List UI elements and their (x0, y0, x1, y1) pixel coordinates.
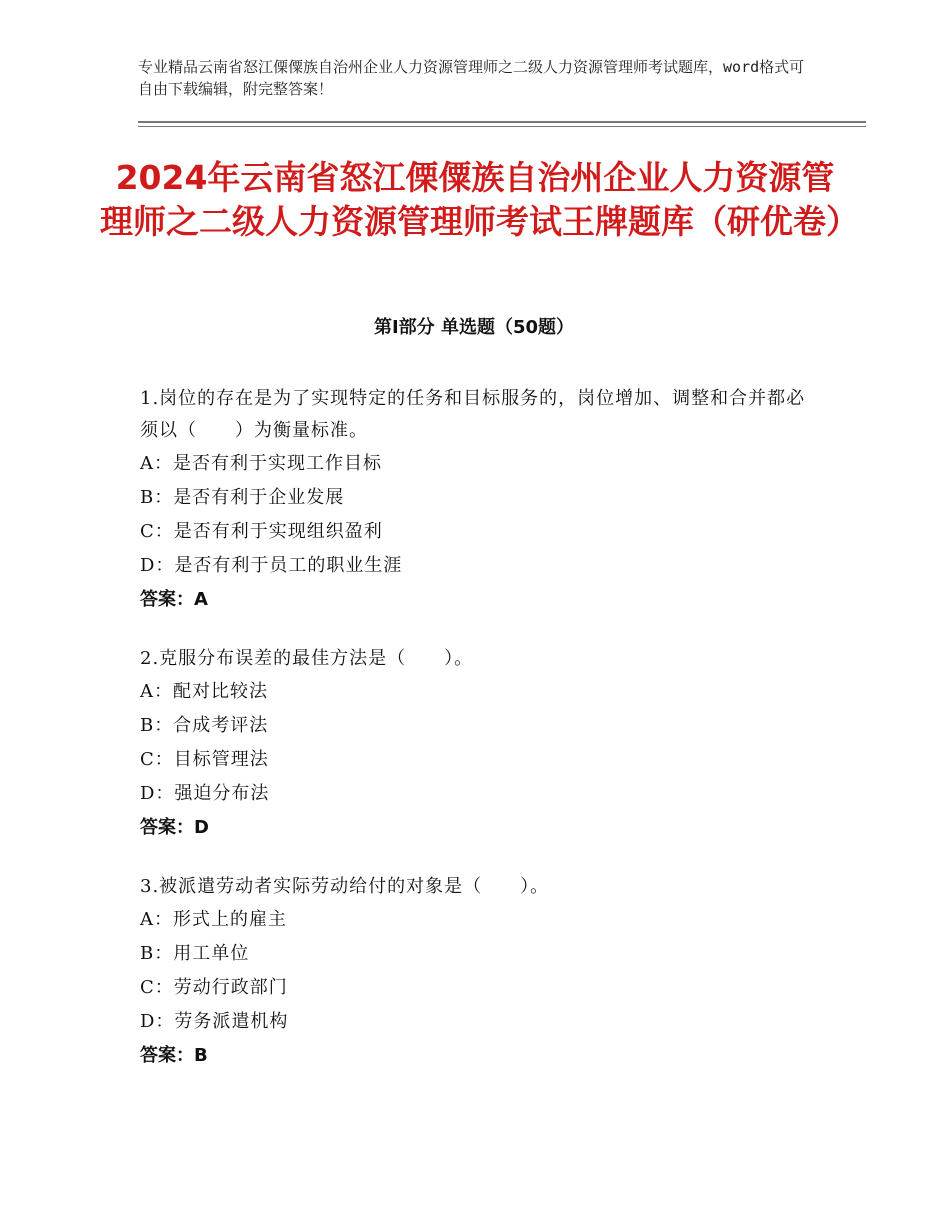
document-title: 2024年云南省怒江傈僳族自治州企业人力资源管理师之二级人力资源管理师考试王牌题库（研优卷） (100, 158, 859, 241)
header-rule-thin (138, 126, 866, 127)
question-1 (140, 383, 810, 617)
section-heading: 第Ⅰ部分 单选题（50题） (373, 317, 574, 338)
answer: 答案：D (140, 817, 209, 838)
option-c: C：是否有利于实现组织盈利 (140, 521, 383, 542)
option-b: B：用工单位 (140, 943, 250, 964)
question-stem: 3.被派遣劳动者实际劳动给付的对象是（ ）。 (140, 876, 550, 897)
option-a: A：配对比较法 (140, 681, 268, 702)
option-b: B：合成考评法 (140, 715, 269, 736)
question-3 (140, 871, 810, 1073)
option-a: A：形式上的雇主 (140, 909, 287, 930)
header-note: 专业精品云南省怒江傈僳族自治州企业人力资源管理师之二级人力资源管理师考试题库，word格式可自由下载编辑，附完整答案！ (138, 58, 805, 98)
answer: 答案：B (140, 1045, 208, 1066)
question-2 (140, 643, 810, 845)
option-d: D：强迫分布法 (140, 783, 270, 804)
question-stem: 2.克服分布误差的最佳方法是（ ）。 (140, 648, 474, 669)
question-stem: 1.岗位的存在是为了实现特定的任务和目标服务的，岗位增加、调整和合并都必须以（ ）为衡量标准。 (140, 388, 806, 441)
option-d: D：是否有利于员工的职业生涯 (140, 555, 403, 576)
question-list (140, 383, 810, 1099)
option-b: B：是否有利于企业发展 (140, 487, 345, 508)
answer: 答案：A (140, 589, 208, 610)
option-c: C：目标管理法 (140, 749, 269, 770)
option-d: D：劳务派遣机构 (140, 1011, 289, 1032)
header-rule-thick (138, 121, 866, 123)
option-a: A：是否有利于实现工作目标 (140, 453, 382, 474)
option-c: C：劳动行政部门 (140, 977, 288, 998)
